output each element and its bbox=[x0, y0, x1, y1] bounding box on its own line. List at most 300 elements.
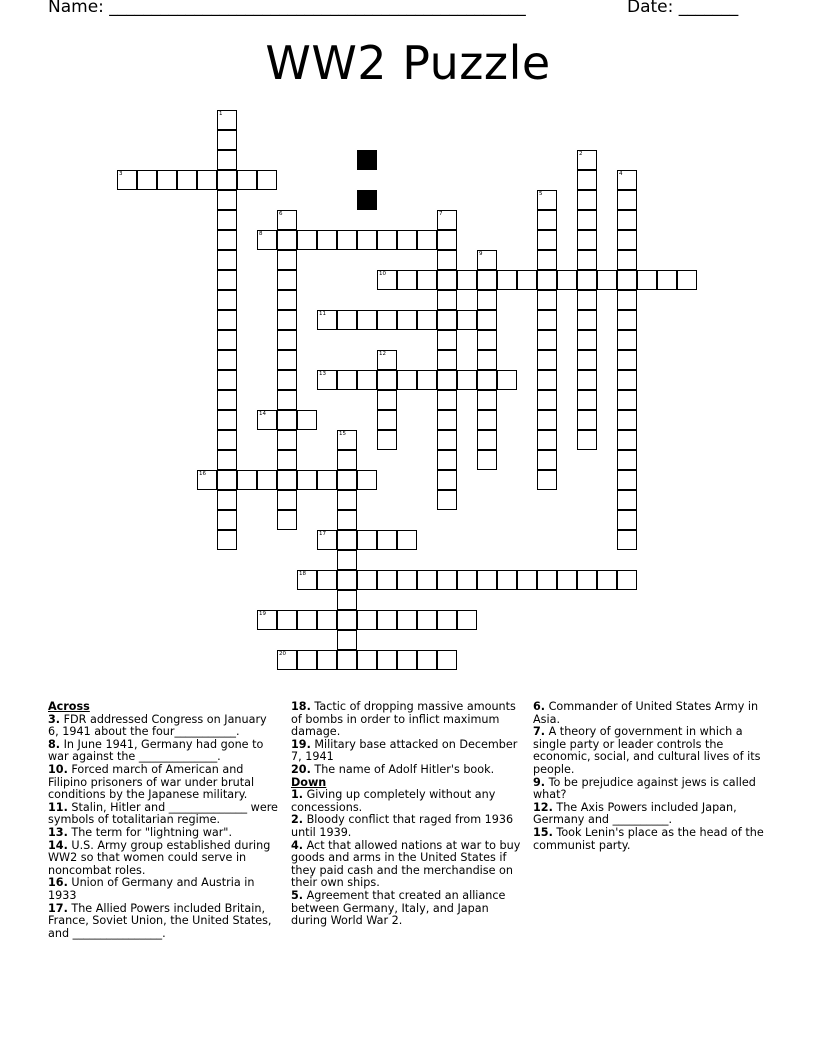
clue-text: A theory of government in which a single party or leader controls the economic, social, and cultural lives of its people. bbox=[533, 725, 761, 776]
clue-text: Tactic of dropping massive amounts of bombs in order to inflict maximum damage. bbox=[291, 700, 516, 739]
grid-cell[interactable] bbox=[417, 610, 437, 630]
grid-cell[interactable] bbox=[217, 410, 237, 430]
grid-cell[interactable] bbox=[337, 490, 357, 510]
grid-cell[interactable] bbox=[217, 130, 237, 150]
grid-cell[interactable] bbox=[577, 150, 597, 170]
grid-cell[interactable] bbox=[437, 350, 457, 370]
clue-number: 6 bbox=[279, 211, 283, 217]
grid-cell[interactable] bbox=[277, 370, 297, 390]
grid-cell[interactable] bbox=[537, 330, 557, 350]
grid-cell[interactable] bbox=[257, 170, 277, 190]
grid-cell[interactable] bbox=[317, 470, 337, 490]
clue-number: 20 bbox=[279, 651, 286, 657]
grid-cell[interactable] bbox=[617, 370, 637, 390]
grid-cell[interactable] bbox=[537, 450, 557, 470]
grid-cell[interactable] bbox=[337, 610, 357, 630]
grid-cell[interactable] bbox=[377, 370, 397, 390]
grid-cell[interactable] bbox=[277, 390, 297, 410]
grid-cell[interactable] bbox=[397, 230, 417, 250]
blocked-cell bbox=[357, 190, 377, 210]
grid-cell[interactable] bbox=[477, 410, 497, 430]
clue-text: In June 1941, Germany had gone to war against the ______________. bbox=[48, 737, 264, 764]
clue-label: 2. bbox=[291, 813, 304, 827]
grid-cell[interactable] bbox=[477, 310, 497, 330]
grid-cell[interactable] bbox=[597, 270, 617, 290]
grid-cell[interactable] bbox=[477, 270, 497, 290]
grid-cell[interactable] bbox=[577, 570, 597, 590]
grid-cell[interactable] bbox=[617, 290, 637, 310]
grid-cell[interactable] bbox=[217, 230, 237, 250]
grid-cell[interactable] bbox=[537, 430, 557, 450]
grid-cell[interactable] bbox=[617, 390, 637, 410]
grid-cell[interactable] bbox=[617, 330, 637, 350]
grid-cell[interactable] bbox=[577, 430, 597, 450]
grid-cell[interactable] bbox=[117, 170, 137, 190]
grid-cell[interactable] bbox=[277, 210, 297, 230]
clue-label: 7. bbox=[533, 725, 546, 739]
grid-cell[interactable] bbox=[597, 570, 617, 590]
grid-cell[interactable] bbox=[377, 270, 397, 290]
grid-cell[interactable] bbox=[637, 270, 657, 290]
blocked-cell bbox=[357, 150, 377, 170]
grid-cell[interactable] bbox=[337, 590, 357, 610]
grid-cell[interactable] bbox=[337, 510, 357, 530]
grid-cell[interactable] bbox=[277, 450, 297, 470]
grid-cell[interactable] bbox=[477, 570, 497, 590]
grid-cell[interactable] bbox=[377, 310, 397, 330]
grid-cell[interactable] bbox=[617, 190, 637, 210]
grid-cell[interactable] bbox=[337, 470, 357, 490]
grid-cell[interactable] bbox=[557, 570, 577, 590]
grid-cell[interactable] bbox=[357, 310, 377, 330]
clue-text: Agreement that created an alliance between Germany, Italy, and Japan during World War 2. bbox=[291, 888, 506, 928]
across-clue bbox=[291, 764, 527, 777]
across-clue bbox=[291, 739, 527, 764]
grid-cell[interactable] bbox=[337, 530, 357, 550]
grid-cell[interactable] bbox=[217, 330, 237, 350]
grid-cell[interactable] bbox=[577, 190, 597, 210]
clue-label: 17. bbox=[48, 901, 68, 915]
grid-cell[interactable] bbox=[397, 610, 417, 630]
grid-cell[interactable] bbox=[217, 270, 237, 290]
clue-label: 1. bbox=[291, 788, 304, 802]
grid-cell[interactable] bbox=[417, 310, 437, 330]
clue-number: 15 bbox=[339, 431, 346, 437]
grid-cell[interactable] bbox=[537, 270, 557, 290]
grid-cell[interactable] bbox=[337, 450, 357, 470]
grid-cell[interactable] bbox=[437, 470, 457, 490]
down-clue bbox=[533, 827, 771, 852]
grid-cell[interactable] bbox=[337, 570, 357, 590]
grid-cell[interactable] bbox=[617, 250, 637, 270]
grid-cell[interactable] bbox=[377, 410, 397, 430]
clue-number: 12 bbox=[379, 351, 386, 357]
grid-cell[interactable] bbox=[337, 430, 357, 450]
grid-cell[interactable] bbox=[357, 230, 377, 250]
grid-cell[interactable] bbox=[357, 570, 377, 590]
clue-text: Act that allowed nations at war to buy goods and arms in the United States if they paid cash and the merchandise on their own ships. bbox=[291, 838, 521, 890]
clues-column-3 bbox=[533, 701, 771, 852]
grid-cell[interactable] bbox=[417, 270, 437, 290]
grid-cell[interactable] bbox=[417, 230, 437, 250]
grid-cell[interactable] bbox=[337, 650, 357, 670]
grid-cell[interactable] bbox=[437, 330, 457, 350]
grid-cell[interactable] bbox=[617, 210, 637, 230]
grid-cell[interactable] bbox=[417, 370, 437, 390]
grid-cell[interactable] bbox=[237, 470, 257, 490]
grid-cell[interactable] bbox=[317, 650, 337, 670]
grid-cell[interactable] bbox=[577, 390, 597, 410]
clue-label: 8. bbox=[48, 737, 61, 751]
grid-cell[interactable] bbox=[537, 210, 557, 230]
clue-text: The term for "lightning war". bbox=[67, 825, 233, 839]
grid-cell[interactable] bbox=[617, 470, 637, 490]
grid-cell[interactable] bbox=[537, 290, 557, 310]
grid-cell[interactable] bbox=[317, 310, 337, 330]
grid-cell[interactable] bbox=[617, 510, 637, 530]
clue-number: 19 bbox=[259, 611, 266, 617]
grid-cell[interactable] bbox=[277, 490, 297, 510]
grid-cell[interactable] bbox=[277, 610, 297, 630]
clue-number: 10 bbox=[379, 271, 386, 277]
down-clue bbox=[533, 802, 771, 827]
clue-number: 8 bbox=[259, 231, 263, 237]
grid-cell[interactable] bbox=[537, 370, 557, 390]
name-field-label: Name: _________________________________________________ bbox=[48, 0, 526, 17]
grid-cell[interactable] bbox=[297, 650, 317, 670]
grid-cell[interactable] bbox=[677, 270, 697, 290]
grid-cell[interactable] bbox=[477, 430, 497, 450]
grid-cell[interactable] bbox=[437, 650, 457, 670]
grid-cell[interactable] bbox=[417, 650, 437, 670]
grid-cell[interactable] bbox=[537, 350, 557, 370]
clue-text: The Axis Powers included Japan, Germany and __________. bbox=[533, 800, 737, 827]
grid-cell[interactable] bbox=[537, 410, 557, 430]
clue-text: Commander of United States Army in Asia. bbox=[533, 700, 759, 726]
down-clue bbox=[533, 701, 771, 726]
grid-cell[interactable] bbox=[377, 530, 397, 550]
clue-label: 10. bbox=[48, 762, 68, 776]
clue-number: 3 bbox=[119, 171, 123, 177]
grid-cell[interactable] bbox=[437, 490, 457, 510]
clue-number: 4 bbox=[619, 171, 623, 177]
grid-cell[interactable] bbox=[217, 510, 237, 530]
clue-label: 6. bbox=[533, 700, 546, 713]
grid-cell[interactable] bbox=[277, 230, 297, 250]
grid-cell[interactable] bbox=[137, 170, 157, 190]
grid-cell[interactable] bbox=[437, 210, 457, 230]
grid-cell[interactable] bbox=[617, 430, 637, 450]
grid-cell[interactable] bbox=[437, 610, 457, 630]
grid-cell[interactable] bbox=[557, 270, 577, 290]
clue-label: 13. bbox=[48, 825, 68, 839]
clue-label: 3. bbox=[48, 712, 61, 726]
grid-cell[interactable] bbox=[197, 170, 217, 190]
grid-cell[interactable] bbox=[337, 370, 357, 390]
grid-cell[interactable] bbox=[457, 310, 477, 330]
clue-label: 5. bbox=[291, 888, 304, 902]
clue-number: 7 bbox=[439, 211, 443, 217]
grid-cell[interactable] bbox=[617, 570, 637, 590]
grid-cell[interactable] bbox=[537, 570, 557, 590]
grid-cell[interactable] bbox=[377, 570, 397, 590]
across-clue bbox=[291, 701, 527, 739]
clue-text: To be prejudice against jews is called what? bbox=[533, 775, 756, 802]
grid-cell[interactable] bbox=[157, 170, 177, 190]
grid-cell[interactable] bbox=[617, 490, 637, 510]
grid-cell[interactable] bbox=[577, 330, 597, 350]
grid-cell[interactable] bbox=[457, 570, 477, 590]
grid-cell[interactable] bbox=[277, 510, 297, 530]
grid-cell[interactable] bbox=[537, 190, 557, 210]
clue-number: 2 bbox=[579, 151, 583, 157]
grid-cell[interactable] bbox=[277, 330, 297, 350]
grid-cell[interactable] bbox=[417, 570, 437, 590]
grid-cell[interactable] bbox=[437, 390, 457, 410]
down-heading: Down bbox=[291, 775, 327, 789]
grid-cell[interactable] bbox=[257, 610, 277, 630]
grid-cell[interactable] bbox=[357, 610, 377, 630]
grid-cell[interactable] bbox=[317, 610, 337, 630]
grid-cell[interactable] bbox=[357, 370, 377, 390]
clue-text: Forced march of American and Filipino prisoners of war under brutal conditions by the Japanese military. bbox=[48, 762, 255, 802]
grid-cell[interactable] bbox=[297, 470, 317, 490]
grid-cell[interactable] bbox=[217, 190, 237, 210]
clue-label: 4. bbox=[291, 838, 304, 852]
clue-number: 17 bbox=[319, 531, 326, 537]
grid-cell[interactable] bbox=[617, 450, 637, 470]
across-heading: Across bbox=[48, 700, 90, 713]
grid-cell[interactable] bbox=[537, 390, 557, 410]
grid-cell[interactable] bbox=[657, 270, 677, 290]
across-clue bbox=[48, 802, 280, 827]
grid-cell[interactable] bbox=[577, 350, 597, 370]
grid-cell[interactable] bbox=[217, 470, 237, 490]
grid-cell[interactable] bbox=[277, 250, 297, 270]
grid-cell[interactable] bbox=[517, 570, 537, 590]
grid-cell[interactable] bbox=[277, 430, 297, 450]
grid-cell[interactable] bbox=[337, 310, 357, 330]
clue-number: 5 bbox=[539, 191, 543, 197]
grid-cell[interactable] bbox=[437, 310, 457, 330]
clue-text: Stalin, Hitler and ______________ were symbols of totalitarian regime. bbox=[48, 800, 278, 827]
grid-cell[interactable] bbox=[517, 270, 537, 290]
grid-cell[interactable] bbox=[217, 250, 237, 270]
grid-cell[interactable] bbox=[617, 350, 637, 370]
grid-cell[interactable] bbox=[457, 270, 477, 290]
grid-cell[interactable] bbox=[437, 450, 457, 470]
grid-cell[interactable] bbox=[437, 250, 457, 270]
across-clue bbox=[48, 903, 280, 941]
grid-cell[interactable] bbox=[297, 610, 317, 630]
clue-text: Giving up completely without any concessions. bbox=[291, 788, 496, 814]
grid-cell[interactable] bbox=[577, 210, 597, 230]
grid-cell[interactable] bbox=[477, 370, 497, 390]
grid-cell[interactable] bbox=[577, 290, 597, 310]
grid-cell[interactable] bbox=[457, 610, 477, 630]
clue-text: Military base attacked on December 7, 1941 bbox=[291, 737, 518, 764]
grid-cell[interactable] bbox=[317, 530, 337, 550]
grid-cell[interactable] bbox=[377, 230, 397, 250]
clue-number: 18 bbox=[299, 571, 306, 577]
clue-text: The name of Adolf Hitler's book. bbox=[310, 762, 495, 776]
clue-text: Union of Germany and Austria in 1933 bbox=[48, 876, 255, 902]
grid-cell[interactable] bbox=[217, 350, 237, 370]
grid-cell[interactable] bbox=[617, 310, 637, 330]
down-clue bbox=[291, 890, 527, 928]
grid-cell[interactable] bbox=[317, 230, 337, 250]
grid-cell[interactable] bbox=[497, 570, 517, 590]
grid-cell[interactable] bbox=[177, 170, 197, 190]
grid-cell[interactable] bbox=[437, 290, 457, 310]
grid-cell[interactable] bbox=[277, 290, 297, 310]
clue-label: 16. bbox=[48, 876, 68, 890]
grid-cell[interactable] bbox=[337, 550, 357, 570]
grid-cell[interactable] bbox=[397, 370, 417, 390]
grid-cell[interactable] bbox=[477, 250, 497, 270]
grid-cell[interactable] bbox=[617, 230, 637, 250]
across-clue bbox=[48, 714, 280, 739]
grid-cell[interactable] bbox=[317, 570, 337, 590]
down-clue bbox=[291, 840, 527, 890]
grid-cell[interactable] bbox=[277, 650, 297, 670]
grid-cell[interactable] bbox=[357, 530, 377, 550]
down-clue bbox=[533, 777, 771, 802]
date-field-label: Date: _______ bbox=[627, 0, 739, 17]
grid-cell[interactable] bbox=[277, 350, 297, 370]
clue-text: Bloody conflict that raged from 1936 until 1939. bbox=[291, 813, 514, 839]
grid-cell[interactable] bbox=[617, 270, 637, 290]
grid-cell[interactable] bbox=[577, 230, 597, 250]
grid-cell[interactable] bbox=[357, 650, 377, 670]
grid-cell[interactable] bbox=[217, 210, 237, 230]
grid-cell[interactable] bbox=[497, 270, 517, 290]
grid-cell[interactable] bbox=[277, 470, 297, 490]
grid-cell[interactable] bbox=[397, 570, 417, 590]
grid-cell[interactable] bbox=[477, 290, 497, 310]
grid-cell[interactable] bbox=[617, 170, 637, 190]
grid-cell[interactable] bbox=[317, 370, 337, 390]
grid-cell[interactable] bbox=[337, 630, 357, 650]
across-clue bbox=[48, 764, 280, 802]
clue-label: 20. bbox=[291, 762, 311, 776]
grid-cell[interactable] bbox=[217, 370, 237, 390]
grid-cell[interactable] bbox=[377, 350, 397, 370]
grid-cell[interactable] bbox=[377, 430, 397, 450]
clue-label: 12. bbox=[533, 800, 553, 814]
grid-cell[interactable] bbox=[477, 330, 497, 350]
grid-cell[interactable] bbox=[197, 470, 217, 490]
grid-cell[interactable] bbox=[257, 410, 277, 430]
grid-cell[interactable] bbox=[437, 230, 457, 250]
grid-cell[interactable] bbox=[277, 410, 297, 430]
grid-cell[interactable] bbox=[397, 270, 417, 290]
grid-cell[interactable] bbox=[477, 390, 497, 410]
grid-cell[interactable] bbox=[477, 450, 497, 470]
grid-cell[interactable] bbox=[377, 610, 397, 630]
grid-cell[interactable] bbox=[217, 310, 237, 330]
grid-cell[interactable] bbox=[297, 410, 317, 430]
grid-cell[interactable] bbox=[577, 310, 597, 330]
grid-cell[interactable] bbox=[537, 230, 557, 250]
grid-cell[interactable] bbox=[437, 570, 457, 590]
clue-label: 9. bbox=[533, 775, 546, 789]
clues-column-1 bbox=[48, 701, 280, 940]
grid-cell[interactable] bbox=[277, 270, 297, 290]
grid-cell[interactable] bbox=[397, 310, 417, 330]
grid-cell[interactable] bbox=[217, 450, 237, 470]
grid-cell[interactable] bbox=[217, 390, 237, 410]
grid-cell[interactable] bbox=[297, 570, 317, 590]
grid-cell[interactable] bbox=[437, 270, 457, 290]
clue-text: FDR addressed Congress on January 6, 1941 about the four___________. bbox=[48, 712, 267, 739]
clue-label: 11. bbox=[48, 800, 68, 814]
grid-cell[interactable] bbox=[477, 350, 497, 370]
clue-text: U.S. Army group established during WW2 so that women could serve in noncombat roles. bbox=[48, 838, 271, 877]
grid-cell[interactable] bbox=[397, 650, 417, 670]
grid-cell[interactable] bbox=[257, 470, 277, 490]
clue-label: 18. bbox=[291, 700, 311, 713]
clue-label: 14. bbox=[48, 838, 68, 852]
grid-cell[interactable] bbox=[217, 290, 237, 310]
grid-cell[interactable] bbox=[217, 530, 237, 550]
clue-number: 11 bbox=[319, 311, 326, 317]
grid-cell[interactable] bbox=[577, 370, 597, 390]
grid-cell[interactable] bbox=[437, 370, 457, 390]
clue-number: 14 bbox=[259, 411, 266, 417]
grid-cell[interactable] bbox=[617, 410, 637, 430]
grid-cell[interactable] bbox=[537, 250, 557, 270]
grid-cell[interactable] bbox=[237, 170, 257, 190]
grid-cell[interactable] bbox=[577, 250, 597, 270]
down-clue bbox=[533, 726, 771, 776]
clue-label: 15. bbox=[533, 825, 553, 839]
grid-cell[interactable] bbox=[377, 390, 397, 410]
grid-cell[interactable] bbox=[277, 310, 297, 330]
grid-cell[interactable] bbox=[457, 370, 477, 390]
grid-cell[interactable] bbox=[437, 410, 457, 430]
grid-cell[interactable] bbox=[257, 230, 277, 250]
grid-cell[interactable] bbox=[217, 150, 237, 170]
grid-cell[interactable] bbox=[437, 430, 457, 450]
grid-cell[interactable] bbox=[537, 470, 557, 490]
grid-cell[interactable] bbox=[217, 490, 237, 510]
grid-cell[interactable] bbox=[577, 410, 597, 430]
clue-number: 13 bbox=[319, 371, 326, 377]
grid-cell[interactable] bbox=[357, 470, 377, 490]
clue-text: The Allied Powers included Britain, France, Soviet Union, the United States, and ________________. bbox=[48, 901, 272, 940]
across-clue bbox=[48, 877, 280, 902]
page-title: WW2 Puzzle bbox=[265, 36, 551, 90]
clue-text: Took Lenin's place as the head of the communist party. bbox=[533, 825, 764, 852]
clue-number: 1 bbox=[219, 111, 223, 117]
grid-cell[interactable] bbox=[377, 650, 397, 670]
grid-cell[interactable] bbox=[497, 370, 517, 390]
clue-number: 16 bbox=[199, 471, 206, 477]
grid-cell[interactable] bbox=[217, 170, 237, 190]
grid-cell[interactable] bbox=[397, 530, 417, 550]
down-clue bbox=[291, 814, 527, 839]
grid-cell[interactable] bbox=[577, 170, 597, 190]
clues-column-2 bbox=[291, 701, 527, 928]
grid-cell[interactable] bbox=[217, 110, 237, 130]
grid-cell[interactable] bbox=[297, 230, 317, 250]
grid-cell[interactable] bbox=[537, 310, 557, 330]
grid-cell[interactable] bbox=[217, 430, 237, 450]
grid-cell[interactable] bbox=[617, 530, 637, 550]
grid-cell[interactable] bbox=[337, 230, 357, 250]
grid-cell[interactable] bbox=[577, 270, 597, 290]
